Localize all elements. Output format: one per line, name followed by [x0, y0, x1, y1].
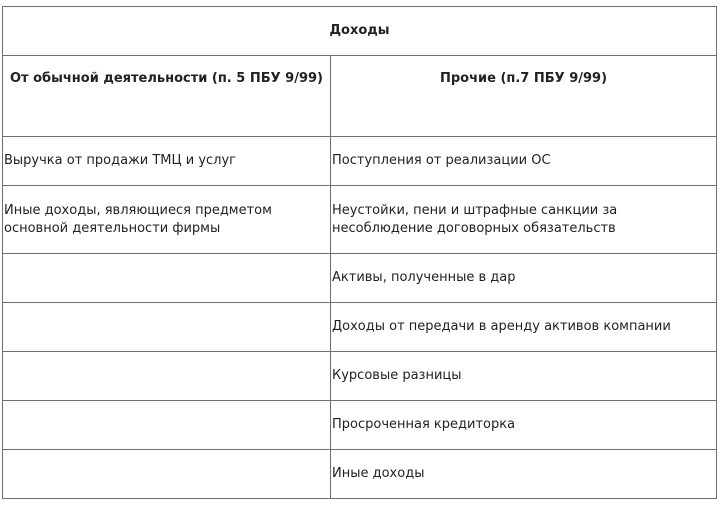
table-row: [3, 254, 717, 303]
table-row: [3, 186, 717, 254]
cell-text: Курсовые разницы: [332, 368, 462, 383]
header-ordinary-activities-text: От обычной деятельности (п. 5 ПБУ 9/99): [9, 71, 323, 86]
table-cell: [331, 254, 717, 303]
table-row: [3, 401, 717, 450]
table-title-row: [3, 7, 717, 56]
header-ordinary-activities: [3, 56, 331, 137]
table-cell: [331, 450, 717, 499]
income-table: [2, 6, 717, 499]
header-other-income: [331, 56, 717, 137]
table-cell: [3, 352, 331, 401]
table-cell: [3, 401, 331, 450]
cell-text: Иные доходы: [332, 466, 425, 481]
table-row: [3, 303, 717, 352]
table-cell: [331, 401, 717, 450]
table-row: [3, 450, 717, 499]
table-title-text: Доходы: [329, 23, 390, 38]
table-cell: [3, 137, 331, 186]
table-row: [3, 352, 717, 401]
cell-text: [3, 254, 330, 269]
cell-text: [3, 401, 330, 416]
table-cell: [331, 137, 717, 186]
table-header-row: [3, 56, 717, 137]
cell-text: Поступления от реализации ОС: [332, 153, 551, 168]
cell-text: [3, 352, 330, 367]
table-cell: [3, 186, 331, 254]
cell-text: Неустойки, пени и штрафные санкции за несоблюдение договорных обязательств: [332, 203, 618, 236]
header-other-income-text: Прочие (п.7 ПБУ 9/99): [439, 71, 608, 86]
cell-text: Просроченная кредиторка: [332, 417, 516, 432]
cell-text: [3, 303, 330, 318]
cell-text: Выручка от продажи ТМЦ и услуг: [4, 153, 237, 168]
table-title: [3, 7, 717, 56]
table-cell: [331, 303, 717, 352]
cell-text: Иные доходы, являющиеся предметом основной деятельности фирмы: [4, 203, 272, 236]
table-cell: [3, 303, 331, 352]
table-cell: [331, 352, 717, 401]
table-row: [3, 137, 717, 186]
cell-text: Активы, полученные в дар: [332, 270, 516, 285]
table-cell: [331, 186, 717, 254]
table-cell: [3, 450, 331, 499]
cell-text: [3, 450, 330, 465]
table-cell: [3, 254, 331, 303]
cell-text: Доходы от передачи в аренду активов компании: [332, 319, 671, 334]
